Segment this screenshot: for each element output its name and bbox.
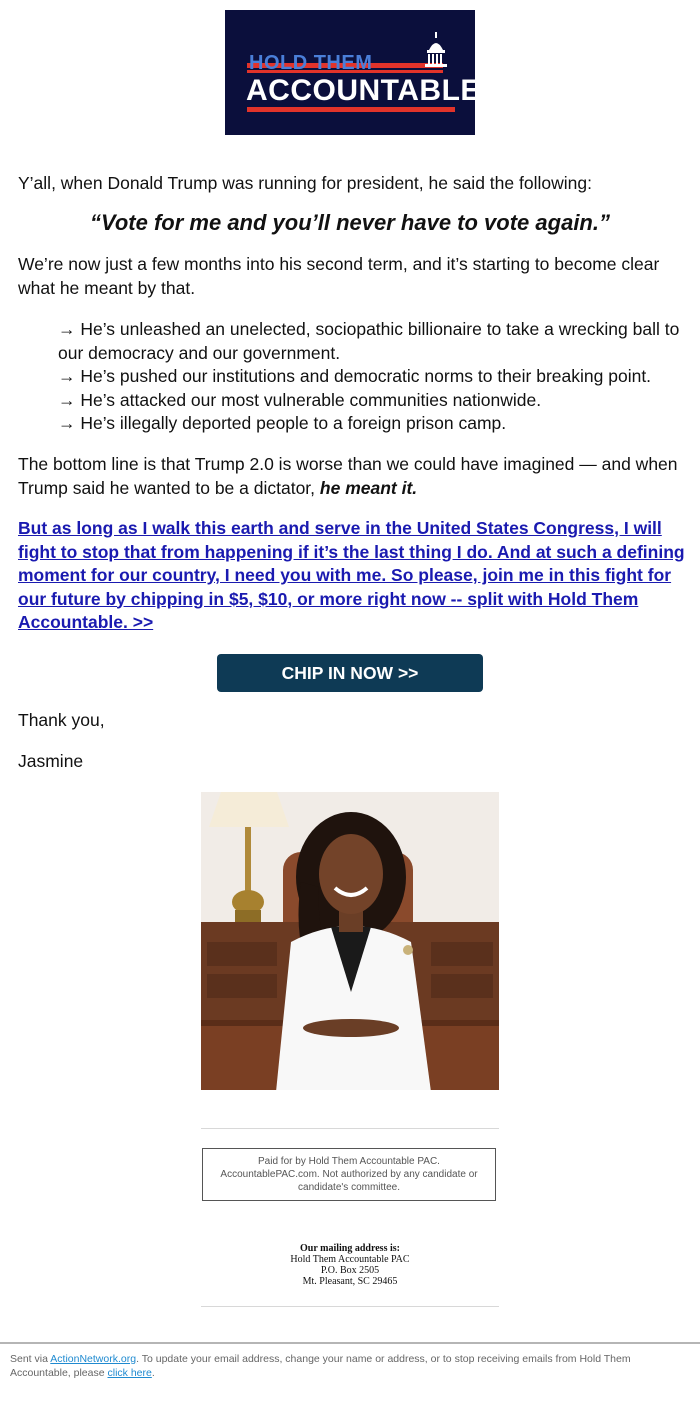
capitol-dome-icon <box>421 32 451 72</box>
click-here-link[interactable]: click here <box>107 1366 152 1379</box>
signature: Jasmine <box>18 751 84 771</box>
paid-for-disclaimer: Paid for by Hold Them Accountable PAC. AccountablePAC.com. Not authorized by any candidate or candidate's committee. <box>202 1148 496 1201</box>
logo-line2: ACCOUNTABLE <box>246 74 481 107</box>
logo-line1: HOLD THEM <box>249 52 373 74</box>
second-term-text: We’re now just a few months into his second term, and it’s starting to become clear what he meant by that. <box>18 254 660 298</box>
list-item: → He’s pushed our institutions and democratic norms to their breaking point. <box>58 366 652 386</box>
mailing-line: Mt. Pleasant, SC 29465 <box>302 1276 398 1287</box>
mailing-address <box>0 1243 700 1287</box>
mailing-line: P.O. Box 2505 <box>320 1265 380 1276</box>
list-item: → He’s attacked our most vulnerable communities nationwide. <box>58 389 542 410</box>
divider <box>201 1306 499 1307</box>
chip-in-button[interactable]: CHIP IN NOW >> <box>217 654 483 692</box>
list-item: → He’s illegally deported people to a foreign prison camp. <box>58 413 507 433</box>
mailing-line: Hold Them Accountable PAC <box>290 1254 410 1265</box>
email-footer <box>10 1353 680 1380</box>
divider <box>201 1128 499 1129</box>
footer-prefix: Sent via <box>10 1353 51 1365</box>
intro-text: Y’all, when Donald Trump was running for president, he said the following: <box>18 173 592 193</box>
footer-suffix: . <box>151 1366 155 1379</box>
footer-middle: . To update your email address, change your name or address, or to stop receiving emails from Hold Them Accountable, please <box>10 1353 631 1379</box>
trump-quote: “Vote for me and you’ll never have to vote again.” <box>90 210 610 235</box>
list-item: → He’s unleashed an unelected, sociopathic billionaire to take a wrecking ball to our democracy and our government. <box>58 319 680 363</box>
bottom-line-text <box>18 453 682 500</box>
bottom-line-emphasis: he meant it. <box>319 477 418 498</box>
logo-stripe <box>247 107 455 112</box>
bullet-list <box>58 318 688 436</box>
footer-divider <box>0 1342 700 1344</box>
portrait-illustration <box>201 792 499 1090</box>
action-network-link[interactable]: ActionNetwork.org <box>50 1353 137 1365</box>
thanks-text: Thank you, <box>18 710 105 730</box>
hold-them-accountable-logo <box>225 10 481 135</box>
donate-link[interactable]: But as long as I walk this earth and serve in the United States Congress, I will fight to stop that from happening if it’s the last thing I do. And at such a defining moment for our country, I need you with me. So please, join me in this fight for our future by chipping in $5, $10, or more right now -- split with Hold Them Accountable. >> <box>18 518 685 632</box>
bottom-line-main: The bottom line is that Trump 2.0 is worse than we could have imagined — and when Trump said he wanted to be a dictator, <box>18 454 678 498</box>
jasmine-photo <box>201 792 499 1090</box>
mailing-label: Our mailing address is: <box>300 1243 400 1254</box>
